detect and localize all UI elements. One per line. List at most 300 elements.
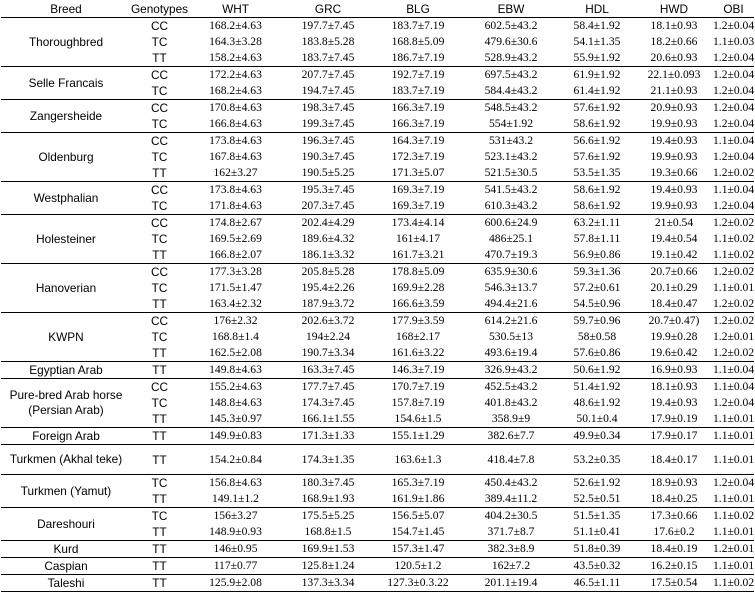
blg-cell: 169.3±7.19 xyxy=(391,199,445,212)
genotype-cell: CC xyxy=(131,215,188,232)
grc-cell: 196.3±7.45 xyxy=(283,133,373,150)
wht-cell: 168.2±4.63 xyxy=(209,84,262,97)
hwd-cell: 17.6±0.2 xyxy=(653,525,695,538)
header-blg: BLG xyxy=(373,0,463,18)
hdl-cell: 59.3±1.36 xyxy=(559,264,635,281)
obi-cell: 1.2±0.04 xyxy=(713,101,755,114)
wht-cell: 174.8±2.67 xyxy=(188,215,283,232)
wht-cell: 171.8±4.63 xyxy=(209,199,262,212)
table-row xyxy=(1,541,754,558)
grc-cell: 137.3±3.34 xyxy=(283,575,373,592)
grc-cell: 175.5±5.25 xyxy=(283,508,373,525)
blg-cell: 192.7±7.19 xyxy=(373,67,463,84)
hdl-cell: 54.1±1.35 xyxy=(573,35,621,48)
obi-cell: 1.2±0.04 xyxy=(713,117,755,130)
wht-cell: 155.2±4.63 xyxy=(188,379,283,396)
header-wht: WHT xyxy=(188,0,283,18)
hwd-cell: 17.9±0.19 xyxy=(650,412,698,425)
obi-cell: 1.2±0.04 xyxy=(713,150,755,163)
wht-cell: 146±0.95 xyxy=(188,541,283,558)
breed-genotype-table xyxy=(1,0,754,592)
breed-name: Oldenburg xyxy=(1,133,131,182)
genotype-cell: TT xyxy=(131,428,188,445)
breed-name: Kurd xyxy=(1,541,131,558)
hwd-cell: 18.4±0.19 xyxy=(635,541,713,558)
hdl-cell: 57.6±1.92 xyxy=(559,100,635,117)
genotype-cell: CC xyxy=(131,100,188,117)
breed-name: Holesteiner xyxy=(1,215,131,264)
genotype-cell: TC xyxy=(151,199,168,213)
hwd-cell: 18.2±0.66 xyxy=(650,35,698,48)
obi-cell: 1.1±0.04 xyxy=(713,362,754,379)
wht-cell: 167.8±4.63 xyxy=(209,150,262,163)
hwd-cell: 19.4±0.93 xyxy=(635,133,713,150)
wht-cell: 125.9±2.08 xyxy=(188,575,283,592)
hwd-cell: 18.4±0.17 xyxy=(635,445,713,475)
table-row xyxy=(1,313,754,330)
hdl-cell: 52.6±1.92 xyxy=(559,475,635,492)
hdl-cell: 58.4±1.92 xyxy=(559,18,635,35)
table-row xyxy=(1,362,754,379)
breed-name: Thoroughbred xyxy=(1,18,131,67)
ebw-cell: 389.4±11.2 xyxy=(484,492,538,505)
header-hwd: HWD xyxy=(635,0,713,18)
grc-cell: 169.9±1.53 xyxy=(283,541,373,558)
blg-cell: 161.9±1.86 xyxy=(391,492,445,505)
ebw-cell: 382.6±7.7 xyxy=(463,428,559,445)
hwd-cell: 17.3±0.66 xyxy=(635,508,713,525)
wht-cell: 173.8±4.63 xyxy=(188,133,283,150)
obi-cell: 1.2±0.01 xyxy=(713,330,755,343)
obi-cell: 1.2±0.04 xyxy=(713,68,755,81)
obi-cell: 1.1±0.04 xyxy=(713,380,755,393)
wht-cell: 166.8±2.07 xyxy=(209,248,262,261)
wht-cell: 149.1±1.2 xyxy=(212,492,259,505)
genotype-cell: TT xyxy=(152,346,167,360)
grc-cell: 195.3±7.45 xyxy=(283,182,373,199)
breed-name: KWPN xyxy=(1,313,131,362)
breed-name: Foreign Arab xyxy=(1,428,131,445)
obi-cell: 1.2±0.02 xyxy=(713,314,755,327)
obi-cell: 1.1±0.04 xyxy=(713,183,755,196)
hwd-cell: 19.9±0.93 xyxy=(650,150,698,163)
obi-cell: 1.1±0.01 xyxy=(713,492,755,505)
blg-cell: 178.8±5.09 xyxy=(373,264,463,281)
blg-cell: 157.8±7.19 xyxy=(391,396,445,409)
table-row xyxy=(1,475,754,492)
table-row xyxy=(1,264,754,281)
hwd-cell: 19.4±0.93 xyxy=(635,182,713,199)
hwd-cell: 19.4±0.54 xyxy=(650,232,698,245)
genotype-cell: CC xyxy=(131,133,188,150)
ebw-cell: 404.2±30.5 xyxy=(463,508,559,525)
genotype-cell: TT xyxy=(131,558,188,575)
hwd-cell: 18.1±0.93 xyxy=(635,379,713,396)
hdl-cell: 57.6±0.86 xyxy=(573,346,621,359)
hdl-cell: 55.9±1.92 xyxy=(573,51,621,64)
ebw-cell: 523.1±43.2 xyxy=(484,150,538,163)
hdl-cell: 51.4±1.92 xyxy=(559,379,635,396)
grc-cell: 166.1±1.55 xyxy=(301,412,355,425)
hwd-cell: 17.5±0.54 xyxy=(635,575,713,592)
grc-cell: 183.7±7.45 xyxy=(301,51,355,64)
blg-cell: 166.3±7.19 xyxy=(391,117,445,130)
hwd-cell: 21.1±0.93 xyxy=(650,84,698,97)
hwd-cell: 16.2±0.15 xyxy=(635,558,713,575)
ebw-cell: 326.9±43.2 xyxy=(463,362,559,379)
ebw-cell: 584.4±43.2 xyxy=(484,84,538,97)
hwd-cell: 20.6±0.93 xyxy=(650,51,698,64)
obi-cell: 1.1±0.04 xyxy=(713,134,755,147)
ebw-cell: 470.7±19.3 xyxy=(484,248,538,261)
genotype-cell: TT xyxy=(131,445,188,475)
blg-cell: 173.4±4.14 xyxy=(373,215,463,232)
blg-cell: 172.3±7.19 xyxy=(391,150,445,163)
wht-cell: 156.8±4.63 xyxy=(188,475,283,492)
breed-name: Hanoverian xyxy=(1,264,131,313)
genotype-cell: TT xyxy=(152,492,167,506)
hwd-cell: 18.4±0.47 xyxy=(650,297,698,310)
grc-cell: 194.7±7.45 xyxy=(301,84,355,97)
obi-cell: 1.2±0.04 xyxy=(713,199,755,212)
blg-cell: 177.9±3.59 xyxy=(373,313,463,330)
breed-name: Turkmen (Akhal teke) xyxy=(1,445,131,475)
blg-cell: 168±2.17 xyxy=(395,330,441,343)
ebw-cell: 528.9±43.2 xyxy=(484,51,538,64)
hdl-cell: 43.5±0.32 xyxy=(559,558,635,575)
breed-name: Pure-bred Arab horse (Persian Arab) xyxy=(1,379,131,428)
genotype-cell: TT xyxy=(152,297,167,311)
grc-cell: 197.7±7.45 xyxy=(283,18,373,35)
table-row xyxy=(1,215,754,232)
obi-cell: 1.2±0.04 xyxy=(713,396,755,409)
wht-cell: 171.5±1.47 xyxy=(209,281,262,294)
genotype-cell: TC xyxy=(131,475,188,492)
genotype-cell: TT xyxy=(152,51,167,65)
ebw-cell: 546.3±13.7 xyxy=(484,281,538,294)
wht-cell: 177.3±3.28 xyxy=(188,264,283,281)
grc-cell: 168.8±1.5 xyxy=(304,525,352,538)
breed-name: Taleshi xyxy=(1,575,131,592)
hwd-cell: 20.7±0.66 xyxy=(635,264,713,281)
hwd-cell: 19.9±0.93 xyxy=(650,199,698,212)
hwd-cell: 20.1±0.29 xyxy=(650,281,698,294)
grc-cell: 194±2.24 xyxy=(305,330,351,343)
breed-name: Caspian xyxy=(1,558,131,575)
obi-cell: 1.2±0.04 xyxy=(713,84,755,97)
blg-cell: 166.6±3.59 xyxy=(391,297,445,310)
wht-cell: 149.8±4.63 xyxy=(188,362,283,379)
hdl-cell: 61.9±1.92 xyxy=(559,67,635,84)
ebw-cell: 162±7.2 xyxy=(463,558,559,575)
genotype-cell: CC xyxy=(131,182,188,199)
grc-cell: 125.8±1.24 xyxy=(283,558,373,575)
grc-cell: 189.6±4.32 xyxy=(301,232,355,245)
grc-cell: 199.3±7.45 xyxy=(301,117,355,130)
hdl-cell: 51.8±0.39 xyxy=(559,541,635,558)
blg-cell: 156.5±5.07 xyxy=(373,508,463,525)
blg-cell: 157.3±1.47 xyxy=(373,541,463,558)
blg-cell: 155.1±1.29 xyxy=(373,428,463,445)
header-grc: GRC xyxy=(283,0,373,18)
hdl-cell: 57.2±0.61 xyxy=(573,281,621,294)
grc-cell: 171.3±1.33 xyxy=(283,428,373,445)
hdl-cell: 46.5±1.11 xyxy=(559,575,635,592)
blg-cell: 170.7±7.19 xyxy=(373,379,463,396)
hdl-cell: 49.9±0.34 xyxy=(559,428,635,445)
hwd-cell: 19.9±0.93 xyxy=(650,117,698,130)
genotype-cell: CC xyxy=(131,264,188,281)
obi-cell: 1.1±0.02 xyxy=(713,509,755,522)
table-row xyxy=(1,445,754,475)
obi-cell: 1.2±0.01 xyxy=(713,541,754,558)
hdl-cell: 58.6±1.92 xyxy=(573,117,621,130)
hdl-cell: 58.6±1.92 xyxy=(573,199,621,212)
table-row xyxy=(1,67,754,84)
grc-cell: 202.6±3.72 xyxy=(283,313,373,330)
genotype-cell: TT xyxy=(152,166,167,180)
header-row xyxy=(1,0,754,18)
blg-cell: 146.3±7.19 xyxy=(373,362,463,379)
table-row xyxy=(1,558,754,575)
wht-cell: 117±0.77 xyxy=(188,558,283,575)
wht-cell: 168.2±4.63 xyxy=(188,18,283,35)
hdl-cell: 54.5±0.96 xyxy=(573,297,621,310)
obi-cell: 1.2±0.04 xyxy=(713,19,755,32)
hdl-cell: 61.4±1.92 xyxy=(573,84,621,97)
blg-cell: 127.3±0.3.22 xyxy=(373,575,463,592)
ebw-cell: 548.5±43.2 xyxy=(463,100,559,117)
grc-cell: 202.4±4.29 xyxy=(283,215,373,232)
hwd-cell: 22.1±0.093 xyxy=(635,67,713,84)
grc-cell: 180.3±7.45 xyxy=(283,475,373,492)
breed-name: Turkmen (Yamut) xyxy=(1,475,131,508)
blg-cell: 165.3±7.19 xyxy=(373,475,463,492)
wht-cell: 176±2.32 xyxy=(188,313,283,330)
hwd-cell: 16.9±0.93 xyxy=(635,362,713,379)
ebw-cell: 401.8±43.2 xyxy=(484,396,538,409)
ebw-cell: 614.2±21.6 xyxy=(463,313,559,330)
hdl-cell: 63.2±1.11 xyxy=(559,215,635,232)
ebw-cell: 450.4±43.2 xyxy=(463,475,559,492)
wht-cell: 172.2±4.63 xyxy=(188,67,283,84)
genotype-cell: TC xyxy=(151,117,168,131)
ebw-cell: 697.5±43.2 xyxy=(463,67,559,84)
grc-cell: 190.7±3.34 xyxy=(301,346,355,359)
obi-cell: 1.1±0.01 xyxy=(713,558,754,575)
ebw-cell: 530.5±13 xyxy=(488,330,534,343)
grc-cell: 207.3±7.45 xyxy=(301,199,355,212)
wht-cell: 164.3±3.28 xyxy=(209,35,262,48)
ebw-cell: 493.6±19.4 xyxy=(484,346,538,359)
wht-cell: 169.5±2.69 xyxy=(209,232,262,245)
table-row xyxy=(1,575,754,592)
grc-cell: 163.3±7.45 xyxy=(283,362,373,379)
genotype-cell: CC xyxy=(131,67,188,84)
grc-cell: 207.7±7.45 xyxy=(283,67,373,84)
ebw-cell: 201.1±19.4 xyxy=(463,575,559,592)
ebw-cell: 418.4±7.8 xyxy=(463,445,559,475)
ebw-cell: 371.7±8.7 xyxy=(487,525,535,538)
obi-cell: 1.1±0.01 xyxy=(713,525,755,538)
wht-cell: 168.8±1.4 xyxy=(212,330,259,343)
ebw-cell: 602.5±43.2 xyxy=(463,18,559,35)
blg-cell: 169.3±7.19 xyxy=(373,182,463,199)
hdl-cell: 50.1±0.4 xyxy=(576,412,618,425)
hwd-cell: 19.6±0.42 xyxy=(650,346,698,359)
wht-cell: 162.5±2.08 xyxy=(209,346,262,359)
wht-cell: 148.8±4.63 xyxy=(209,396,262,409)
header-obi: OBI xyxy=(713,0,754,18)
header-ebw: EBW xyxy=(463,0,559,18)
breed-name: Egyptian Arab xyxy=(1,362,131,379)
genotype-cell: TT xyxy=(131,362,188,379)
obi-cell: 1.1±0.01 xyxy=(713,412,755,425)
ebw-cell: 600.6±24.9 xyxy=(463,215,559,232)
obi-cell: 1.2±0.04 xyxy=(713,51,755,64)
grc-cell: 174.3±7.45 xyxy=(301,396,355,409)
ebw-cell: 521.5±30.5 xyxy=(484,166,538,179)
obi-cell: 1.2±0.02 xyxy=(713,346,755,359)
hwd-cell: 20.9±0.93 xyxy=(635,100,713,117)
blg-cell: 163.6±1.3 xyxy=(373,445,463,475)
genotype-cell: CC xyxy=(131,18,188,35)
obi-cell: 1.1±0.01 xyxy=(713,281,755,294)
wht-cell: 156±3.27 xyxy=(188,508,283,525)
genotype-cell: TC xyxy=(151,35,168,49)
genotype-cell: TT xyxy=(131,541,188,558)
hdl-cell: 53.2±0.35 xyxy=(559,445,635,475)
blg-cell: 183.7±7.19 xyxy=(391,84,445,97)
header-breed: Breed xyxy=(1,0,131,18)
hwd-cell: 18.4±0.25 xyxy=(650,492,698,505)
header-hdl: HDL xyxy=(559,0,635,18)
hdl-cell: 56.6±1.92 xyxy=(559,133,635,150)
breed-name: Zangersheide xyxy=(1,100,131,133)
hwd-cell: 19.4±0.93 xyxy=(650,396,698,409)
wht-cell: 162±3.27 xyxy=(213,166,258,179)
breed-name: Selle Francais xyxy=(1,67,131,100)
breed-name: Dareshouri xyxy=(1,508,131,541)
hdl-cell: 51.5±1.35 xyxy=(559,508,635,525)
blg-cell: 186.7±7.19 xyxy=(391,51,445,64)
ebw-cell: 610.3±43.2 xyxy=(484,199,538,212)
wht-cell: 149.9±0.83 xyxy=(188,428,283,445)
ebw-cell: 635.9±30.6 xyxy=(463,264,559,281)
hdl-cell: 59.7±0.96 xyxy=(559,313,635,330)
grc-cell: 205.8±5.28 xyxy=(283,264,373,281)
genotype-cell: TC xyxy=(151,396,168,410)
obi-cell: 1.1±0.02 xyxy=(713,232,755,245)
obi-cell: 1.2±0.02 xyxy=(713,166,755,179)
hwd-cell: 20.7±0.47) xyxy=(635,313,713,330)
blg-cell: 169.9±2.28 xyxy=(391,281,445,294)
genotype-cell: TT xyxy=(131,575,188,592)
ebw-cell: 541.5±43.2 xyxy=(463,182,559,199)
hdl-cell: 51.1±0.41 xyxy=(573,525,621,538)
header-genotypes: Genotypes xyxy=(131,1,189,16)
table-row xyxy=(1,133,754,150)
hwd-cell: 19.3±0.66 xyxy=(650,166,698,179)
hdl-cell: 52.5±0.51 xyxy=(573,492,621,505)
blg-cell: 183.7±7.19 xyxy=(373,18,463,35)
blg-cell: 168.8±5.09 xyxy=(391,35,445,48)
hdl-cell: 57.6±1.92 xyxy=(573,150,621,163)
blg-cell: 161.6±3.22 xyxy=(391,346,445,359)
table-row xyxy=(1,508,754,525)
breed-name: Westphalian xyxy=(1,182,131,215)
genotype-cell: TC xyxy=(151,150,168,164)
genotype-cell: TC xyxy=(151,232,168,246)
hdl-cell: 53.5±1.35 xyxy=(573,166,621,179)
wht-cell: 166.8±4.63 xyxy=(209,117,262,130)
wht-cell: 173.8±4.63 xyxy=(188,182,283,199)
blg-cell: 154.6±1.5 xyxy=(394,412,442,425)
ebw-cell: 479.6±30.6 xyxy=(484,35,538,48)
hdl-cell: 58±0.58 xyxy=(577,330,617,343)
grc-cell: 198.3±7.45 xyxy=(283,100,373,117)
table-row xyxy=(1,100,754,117)
blg-cell: 171.3±5.07 xyxy=(391,166,445,179)
obi-cell: 1.1±0.01 xyxy=(713,428,754,445)
genotype-cell: CC xyxy=(131,379,188,396)
blg-cell: 154.7±1.45 xyxy=(391,525,445,538)
wht-cell: 148.9±0.93 xyxy=(209,525,262,538)
ebw-cell: 494.4±21.6 xyxy=(484,297,538,310)
ebw-cell: 486±25.1 xyxy=(488,232,534,245)
blg-cell: 161.7±3.21 xyxy=(391,248,445,261)
grc-cell: 168.9±1.93 xyxy=(301,492,355,505)
hwd-cell: 19.1±0.42 xyxy=(650,248,698,261)
obi-cell: 1.1±0.01 xyxy=(713,445,754,475)
grc-cell: 174.3±1.35 xyxy=(283,445,373,475)
obi-cell: 1.1±0.03 xyxy=(713,35,755,48)
grc-cell: 190.5±5.25 xyxy=(301,166,355,179)
table-row xyxy=(1,182,754,199)
genotype-cell: TC xyxy=(131,508,188,525)
genotype-cell: TT xyxy=(152,525,167,539)
hdl-cell: 56.9±0.86 xyxy=(573,248,621,261)
grc-cell: 195.4±2.26 xyxy=(301,281,355,294)
wht-cell: 154.2±0.84 xyxy=(188,445,283,475)
wht-cell: 145.3±0.97 xyxy=(209,412,262,425)
ebw-cell: 382.3±8.9 xyxy=(463,541,559,558)
obi-cell: 1.2±0.04 xyxy=(713,476,755,489)
table-row xyxy=(1,18,754,35)
genotype-cell: TC xyxy=(151,84,168,98)
blg-cell: 120.5±1.2 xyxy=(373,558,463,575)
obi-cell: 1.2±0.02 xyxy=(713,297,755,310)
blg-cell: 164.3±7.19 xyxy=(373,133,463,150)
wht-cell: 163.4±2.32 xyxy=(209,297,262,310)
wht-cell: 158.2±4.63 xyxy=(209,51,262,64)
hwd-cell: 18.9±0.93 xyxy=(635,475,713,492)
ebw-cell: 531±43.2 xyxy=(463,133,559,150)
genotype-cell: CC xyxy=(131,313,188,330)
hdl-cell: 58.6±1.92 xyxy=(559,182,635,199)
genotype-cell: TC xyxy=(151,281,168,295)
grc-cell: 187.9±3.72 xyxy=(301,297,355,310)
obi-cell: 1.2±0.02 xyxy=(713,265,755,278)
ebw-cell: 554±1.92 xyxy=(488,117,534,130)
blg-cell: 166.3±7.19 xyxy=(373,100,463,117)
hwd-cell: 19.9±0.28 xyxy=(650,330,698,343)
obi-cell: 1.1±0.02 xyxy=(713,248,755,261)
genotype-cell: TT xyxy=(152,248,167,262)
obi-cell: 1.1±0.02 xyxy=(713,575,754,592)
grc-cell: 183.8±5.28 xyxy=(301,35,355,48)
hwd-cell: 18.1±0.93 xyxy=(635,18,713,35)
